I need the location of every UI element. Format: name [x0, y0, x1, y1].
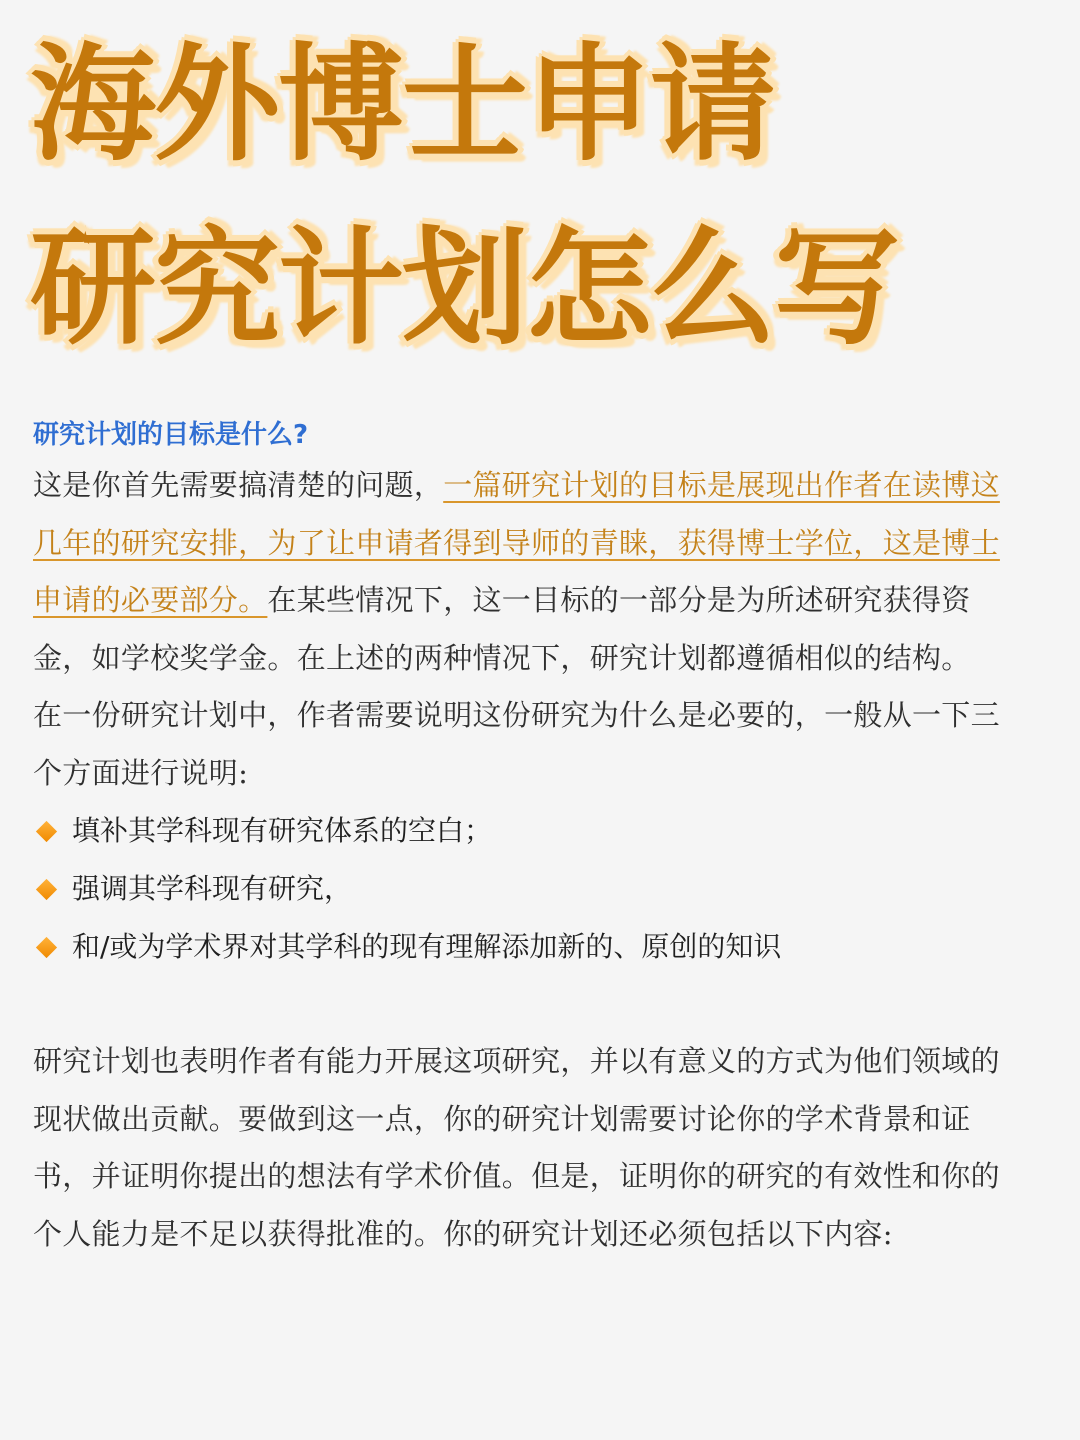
list-item: [33, 802, 1008, 860]
list-item-text: 强调其学科现有研究，: [72, 872, 353, 905]
page-title-line-1: 海外博士申请: [30, 31, 774, 178]
section-gap: [33, 976, 1008, 1033]
paragraph-intro: [33, 457, 1008, 687]
bullet-list: [33, 802, 1008, 976]
paragraph-necessity: 在一份研究计划中，作者需要说明这份研究为什么是必要的，一般从一下三个方面进行说明:: [33, 698, 1000, 790]
orange-diamond-icon: [36, 878, 57, 899]
list-item: [33, 860, 1008, 918]
page-title-line-2: 研究计划怎么写: [30, 215, 898, 362]
paragraph-intro-rest: 在某些情况下，这一目标的一部分是为所述研究获得资金，如学校奖学金。在上述的两种情况下，研究计划都遵循相似的结构。: [33, 583, 971, 675]
orange-diamond-icon: [36, 820, 57, 841]
paragraph-intro-lead: 这是你首先需要搞清楚的问题，: [33, 468, 444, 502]
highlighted-sentence: 一篇研究计划的目标是展现出作者在读博这几年的研究安排，为了让申请者得到导师的青睐，获得博士学位，这是博士申请的必要部分。: [33, 468, 1000, 617]
list-item-text: 填补其学科现有研究体系的空白；: [72, 814, 493, 847]
list-item-text: 和/或为学术界对其学科的现有理解添加新的、原创的知识: [72, 930, 782, 963]
section-heading: 研究计划的目标是什么?: [33, 420, 309, 450]
orange-diamond-icon: [36, 936, 57, 957]
paragraph-ability: 研究计划也表明作者有能力开展这项研究，并以有意义的方式为他们领域的现状做出贡献。要做到这一点，你的研究计划需要讨论你的学术背景和证书，并证明你提出的想法有学术价值。但是，证明你的研究的有效性和你的个人能力是不足以获得批准的。你的研究计划还必须包括以下内容:: [33, 1044, 1000, 1251]
list-item: [33, 918, 1008, 976]
article-body: [33, 413, 1008, 1263]
